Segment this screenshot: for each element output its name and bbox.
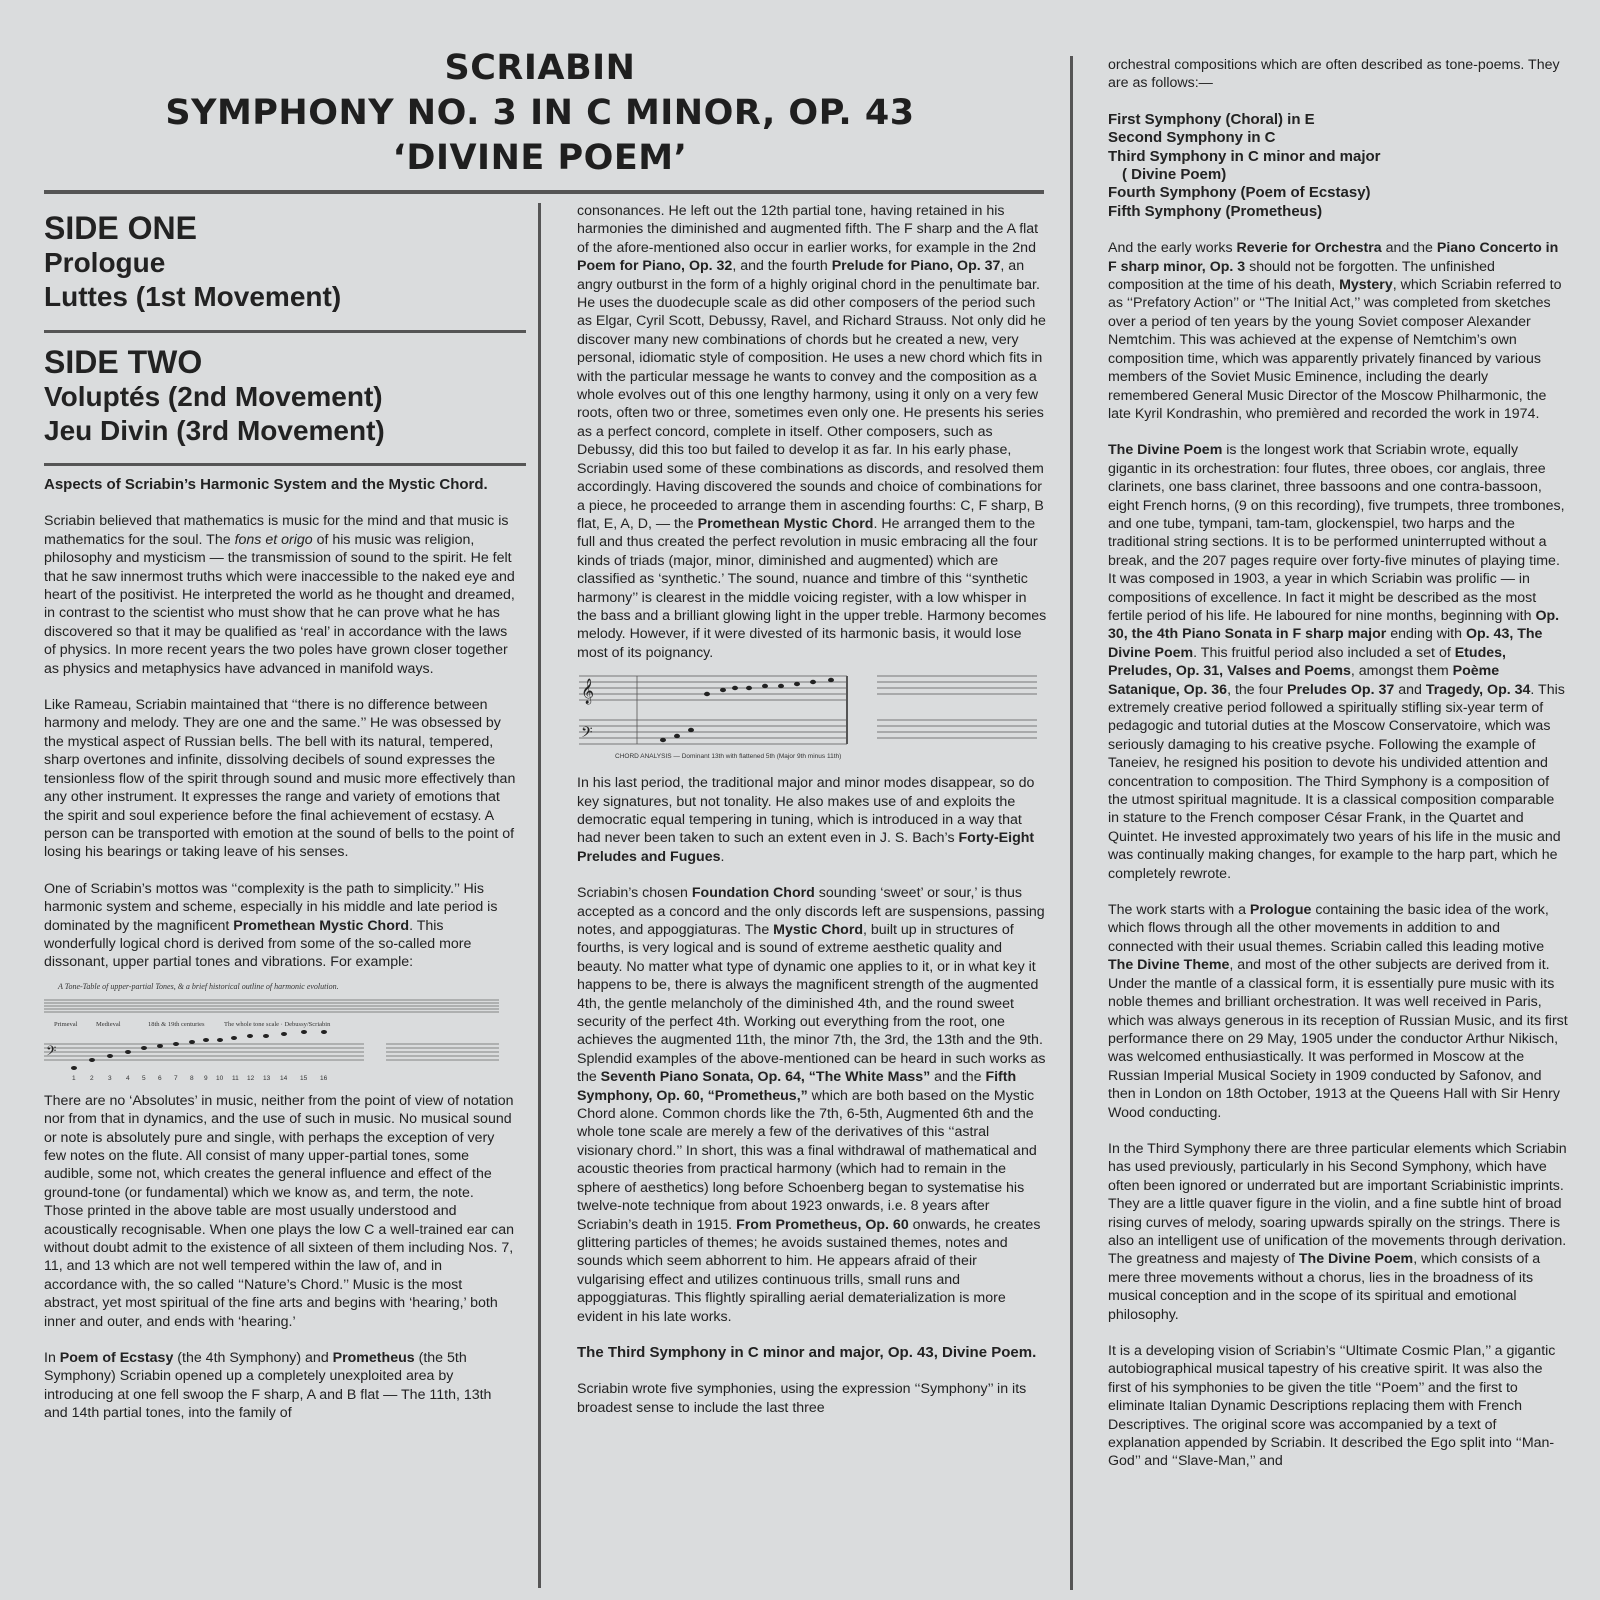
svg-text:3: 3 — [108, 1074, 112, 1082]
side-one-track-2: Luttes (1st Movement) — [44, 281, 342, 312]
svg-text:7: 7 — [174, 1074, 178, 1082]
page-header — [40, 46, 1040, 181]
col2-paragraph-4: Scriabin’s chosen Foundation Chord sounding ‘sweet’ or sour,’ is thus accepted as a concord and the only discords left are suspensions, passing notes, and appoggiaturas. The Mystic Chord, built up in structures of fourths, is very logical and is sound of extreme aesthetic quality and beauty. No matter what type of dynamic one applies to it, or in what key it happens to be, there is always the magnificent strength of the augmented 4th, the gentle melancholy of the diminished 4th, and the round sweet security of the perfect 4th. Working out everything from the root, one achieves the augmented 11th, the minor 7th, the 3rd, the 13th and the 9th. Splendid examples of the above-mentioned can be heard in such works as the Seventh Piano Sonata, Op. 64, “The White Mass” and the Fifth Symphony, Op. 60, “Prometheus,” which are both based on the Mystic Chord alone. Common chords like the 7th, 6-5th, Augmented 6th and the whole tone scale are merely a few of the derivatives of this ‘‘astral visionary chord.’’ In short, this was a final withdrawal of mathematical and acoustic theories from practical harmony (which had to remain in the sphere of aesthetics) long before Schoenberg began to systematise his twelve-note technique from about 1923 onwards, i.e. 8 years after Scriabin’s death in 1915. From Prometheus, Op. 60 onwards, he creates glittering particles of themes; he avoids sustained themes, notes and sounds which seem abhorrent to him. He appears afraid of their vulgarising effect and utilizes continuous trills, small runs and appoggiaturas. This flightly spiralling aerial dematerialization is more evident in his late works. — [577, 885, 1046, 1325]
chord-analysis-figure — [577, 668, 1047, 764]
col2-paragraph-3: In his last period, the traditional major and minor modes disappear, so do key signatures, but not tonality. He also makes use of and exploits the democratic equal tempering in tuning, which is introduced in a way that had never been taken to such an extent even in J. S. Bach’s Forty-Eight Preludes and Fugues. — [577, 775, 1035, 865]
col2-paragraph-5: Scriabin wrote five symphonies, using the expression ‘‘Symphony’’ in its broadest sense to include the last three — [577, 1381, 1027, 1416]
label-whole-tone: The whole tone scale · Debussy/Scriabin — [224, 1020, 331, 1028]
tone-table-figure — [44, 978, 516, 1082]
col1-paragraph-1: Scriabin believed that mathematics is music for the mind and that music is mathematics for the soul. The fons et origo of his music was religion, philosophy and mysticism — the transmission of sound to the spirit. He felt that he saw innermost truths which were inaccessible to the naked eye and heart of the positivist. He interpreted the world as he thought and dreamed, in contrast to the scientist who must show that he can prove what he has discovered so that it may be qualified as ‘real’ in accordance with the laws of physics. In more recent years the two poles have grown closer together as physics and metaphysics have advanced in manifold ways. — [44, 513, 515, 677]
column-divider-2 — [1070, 56, 1073, 1590]
svg-text:5: 5 — [142, 1074, 146, 1082]
symphony-list-item: Fifth Symphony (Prometheus) — [1108, 202, 1323, 220]
label-primeval: Primeval — [54, 1020, 78, 1028]
col3-paragraph-3: The Divine Poem is the longest work that Scriabin wrote, equally gigantic in its orchestration: four flutes, three oboes, cor anglais, three clarinets, one bass clarinet, three bassoons and one contra-bassoon, eight French horns, (9 on this recording), five trumpets, three trombones, and one tube, tympani, tam-tam, glockenspiel, two harps and the traditional string sections. It is to be performed uninterrupted without a break, and the 207 pages require over forty-five minutes of playing time. It was composed in 1903, a year in which Scriabin was prolific — in compositions of excellence. In fact it might be described as the most fertile period of his life. He laboured for nine months, beginning with Op. 30, the 4th Piano Sonata in F sharp major ending with Op. 43, The Divine Poem. This fruitful period also included a set of Etudes, Preludes, Op. 31, Valses and Poems, amongst them Poème Satanique, Op. 36, the four Preludes Op. 37 and Tragedy, Op. 34. This extremely creative period followed a spiritually stifling six-year term of pedagogic and tutorial duties at the Moscow Conservatoire, which was seriously damaging to his creative psyche. Following the example of Taneiev, he resigned his position to devote his undivided attention and concentration to composition. The Third Symphony is a composition of the utmost spiritual magnitude. It is a classical composition comparable in stature to the French composer César Frank, in the Quartet and Quintet. He invested approximately two years of his life in the music and was continually making changes, for example to the harp part, which he completely rewrote. — [1108, 442, 1565, 882]
column-3 — [1108, 56, 1568, 1471]
label-medieval: Medieval — [96, 1020, 121, 1028]
column-2 — [577, 202, 1047, 1417]
svg-text:14: 14 — [280, 1074, 288, 1082]
col3-paragraph-2: And the early works Reverie for Orchestra and the Piano Concerto in F sharp minor, Op. 3 should not be forgotten. The unfinished composition at the time of his death, Mystery, which Scriabin referred to as ‘‘Prefatory Action’’ or ‘‘The Initial Act,’’ was completed from sketches over a period of ten years by the young Soviet composer Alexander Nemtchim. This was achieved at the expense of Nemtchim’s own composition time, which was apparently privately financed by various members of the Soviet Music Eminence, including the dearly remembered General Music Director of the Moscow Philharmonic, the late Kyril Kondrashin, who premièred and recorded the work in 1974. — [1108, 240, 1562, 422]
track-rule-2 — [44, 463, 526, 466]
side-two-track-2: Jeu Divin (3rd Movement) — [44, 415, 385, 446]
side-one-track-1: Prologue — [44, 247, 166, 278]
col2-paragraph-1: consonances. He left out the 12th partial tone, having retained in his harmonies the diminished and augmented fifth. The F sharp and the A flat of the afore-mentioned also occur in earlier works, for example in the 2nd Poem for Piano, Op. 32, and the fourth Prelude for Piano, Op. 37, an angry outburst in the form of a highly original chord in the penultimate bar. — [577, 203, 1040, 293]
svg-text:2: 2 — [90, 1074, 94, 1082]
chord-analysis-notation — [577, 668, 1047, 764]
label-centuries: 18th & 19th centuries — [148, 1020, 205, 1028]
symphony-list — [1108, 111, 1568, 221]
svg-text:15: 15 — [300, 1074, 308, 1082]
col2-paragraph-2: He uses the duodecuple scale as did other composers of the period such as Elgar, Cyril Scott, Debussy, Ravel, and Richard Strauss. Not only did he discover many new combinations of chords but he created a new, very personal, idiomatic style of composition. He uses a new chord which fits in with the particular message he wants to convey and the composition as a whole evolves out of this one lengthy harmony, using it only on a very few roots, often two or three, sometimes even only one. He presents his series as a perfect concord, complete in itself. Other composers, such as Debussy, did this too but failed to develop it as far. In his early phase, Scriabin used some of these combinations as discords, and resolved them accordingly. Having discovered the sounds and choice of combinations for a piece, he proceeded to arrange them in ascending fourths: C, F sharp, B flat, E, A, D, — the Promethean Mystic Chord. He arranged them to the full and thus created the perfect revolution in music embracing all the four kinds of triads (major, minor, diminished and augmented) which are classified as ‘synthetic.’ The sound, nuance and timbre of this ‘‘synthetic harmony’’ is clearest in the middle voicing register, with a low whisper in the bass and a brilliant glowing light in the upper treble. Harmony becomes melody. However, if it were divested of its harmonic basis, it would lose most of its poignancy. — [577, 295, 1047, 661]
symphony-list-item: First Symphony (Choral) in E — [1108, 110, 1315, 128]
side-one-block — [44, 210, 524, 314]
side-two-label: SIDE TWO — [44, 344, 203, 380]
work-title: SYMPHONY NO. 3 IN C MINOR, OP. 43 — [165, 93, 915, 133]
side-two-block — [44, 344, 524, 448]
treble-clef-icon: 𝄞 — [581, 679, 595, 705]
svg-text:1: 1 — [72, 1074, 76, 1082]
svg-text:10: 10 — [216, 1074, 224, 1082]
header-rule — [44, 190, 1044, 194]
symphony-list-item: Second Symphony in C — [1108, 129, 1276, 147]
column-divider-1 — [538, 203, 541, 1588]
chord-analysis-caption: CHORD ANALYSIS — Dominant 13th with flattened 5th (Major 9th minus 11th) — [615, 753, 842, 761]
bass-clef-icon: 𝄢 — [46, 1042, 57, 1062]
svg-text:11: 11 — [232, 1074, 239, 1082]
symphony-list-item: ( Divine Poem) — [1122, 166, 1227, 184]
symphony-list-item: Fourth Symphony (Poem of Ecstasy) — [1108, 184, 1371, 202]
col3-paragraph-1: orchestral compositions which are often described as tone-poems. They are as follows:— — [1108, 57, 1560, 92]
composer-title: SCRIABIN — [444, 48, 636, 88]
essay-heading: Aspects of Scriabin’s Harmonic System and the Mystic Chord. — [44, 476, 488, 493]
col3-paragraph-5: In the Third Symphony there are three particular elements which Scriabin has used previously, particularly in his Second Symphony, which have often been ignored or underrated but are important Scriabinistic imprints. They are a little quaver figure in the violin, and a fine subtle hint of broad rising curves of melody, soaring upwards spirally on the strings. There is also an intelligent use of unification of the movements through derivation. The greatness and majesty of The Divine Poem, which consists of a mere three movements without a chorus, lies in the broadness of its musical conception and in the scope of its spiritual and emotional philosophy. — [1108, 1140, 1567, 1323]
svg-text:4: 4 — [126, 1074, 130, 1082]
col1-paragraph-5: In Poem of Ecstasy (the 4th Symphony) and Prometheus (the 5th Symphony) Scriabin opened up a completely unexploited area by introducing at one fell swoop the F sharp, A and B flat — The 11th, 13th and 14th partial tones, into the family of — [44, 1350, 492, 1422]
svg-text:9: 9 — [204, 1074, 208, 1082]
third-symphony-heading: The Third Symphony in C minor and major, Op. 43, Divine Poem. — [577, 1343, 1037, 1361]
col1-paragraph-2: Like Rameau, Scriabin maintained that ‘‘there is no difference between harmony and melody. They are one and the same.’’ He was obsessed by the mystical aspect of Russian bells. The bell with its natural, tempered, sharp overtones and infinite, dissolving decibels of sound expresses the tensionless flow of the spirit through sound and music more effectively than any other instrument. It expresses the range and variety of emotions that the spirit and soul experience before the final achievement of ecstasy. A person can be transported with emotion at the sound of bells to the point of losing his bearings or taking leave of his senses. — [44, 697, 516, 861]
track-list — [44, 210, 524, 448]
work-subtitle: ‘DIVINE POEM’ — [392, 138, 688, 178]
col1-paragraph-3: One of Scriabin’s mottos was ‘‘complexity is the path to simplicity.’’ His harmonic system and scheme, especially in his middle and late period is dominated by the magnificent Promethean Mystic Chord. This wonderfully logical chord is derived from some of the so-called more dissonant, upper partial tones and vibrations. For example: — [44, 880, 498, 971]
side-two-track-1: Voluptés (2nd Movement) — [44, 381, 383, 412]
column-1 — [44, 476, 516, 1423]
svg-text:13: 13 — [263, 1074, 271, 1082]
col3-paragraph-6: It is a developing vision of Scriabin’s ‘‘Ultimate Cosmic Plan,’’ a gigantic autobiographical musical tapestry of his creative spirit. It was also the first of his symphonies to be given the title ‘‘Poem’’ and the first to eliminate Italian Dynamic Descriptions replacing them with French Descriptives. The original score was accompanied by a text of explanation appended by Scriabin. It described the Ego split into ‘‘Man-God’’ and ‘‘Slave-Man,’’ and — [1108, 1343, 1556, 1470]
bass-clef-icon: 𝄢 — [581, 724, 593, 746]
svg-text:8: 8 — [190, 1074, 194, 1082]
tone-table-notation — [44, 978, 516, 1082]
col1-paragraph-4: There are no ‘Absolutes’ in music, neither from the point of view of notation nor from that in dynamics, and the use of such in music. No musical sound or note is absolutely pure and single, with perhaps the exception of very few notes on the flute. All consist of many upper-partial tones, some audible, some not, which creates the general influence and effect of the ground-tone (or fundamental) which we know as, and term, the note. Those printed in the above table are most usually understood and acoustically recognisable. When one plays the low C a well-trained ear can without doubt admit to the existence of all sixteen of them including Nos. 7, 11, and 13 which are not well tempered within the law of, and in accordance with, the so called ‘‘Nature’s Chord.’’ Music is the most abstract, yet most spiritual of the fine arts and begins with ‘hearing,’ both inner and outer, and ends with ‘hearing.’ — [44, 1092, 515, 1330]
svg-text:6: 6 — [158, 1074, 162, 1082]
col3-paragraph-4: The work starts with a Prologue containing the basic idea of the work, which flows through all the other movements in addition to and connected with their usual themes. Scriabin called this leading motive The Divine Theme, and most of the other subjects are derived from it. Under the mantle of a classical form, it is essentially pure music with its noble themes and brilliant orchestration. It was well received in Paris, which was always generous in its reception of Russian Music, and its first performance there on 29 May, 1905 under the conductor Arthur Nikisch, was welcomed enthusiastically. It was performed in Moscow at the Russian Imperial Musical Society in 1909 conducted by Safonov, and then in London on 18th October, 1913 at the Queens Hall with Sir Henry Wood conducting. — [1108, 902, 1568, 1121]
tone-table-title: A Tone-Table of upper-partial Tones, & a brief historical outline of harmonic evolution. — [58, 981, 339, 991]
svg-text:12: 12 — [247, 1074, 255, 1082]
svg-text:16: 16 — [320, 1074, 328, 1082]
side-one-label: SIDE ONE — [44, 210, 197, 246]
symphony-list-item: Third Symphony in C minor and major — [1108, 147, 1381, 165]
